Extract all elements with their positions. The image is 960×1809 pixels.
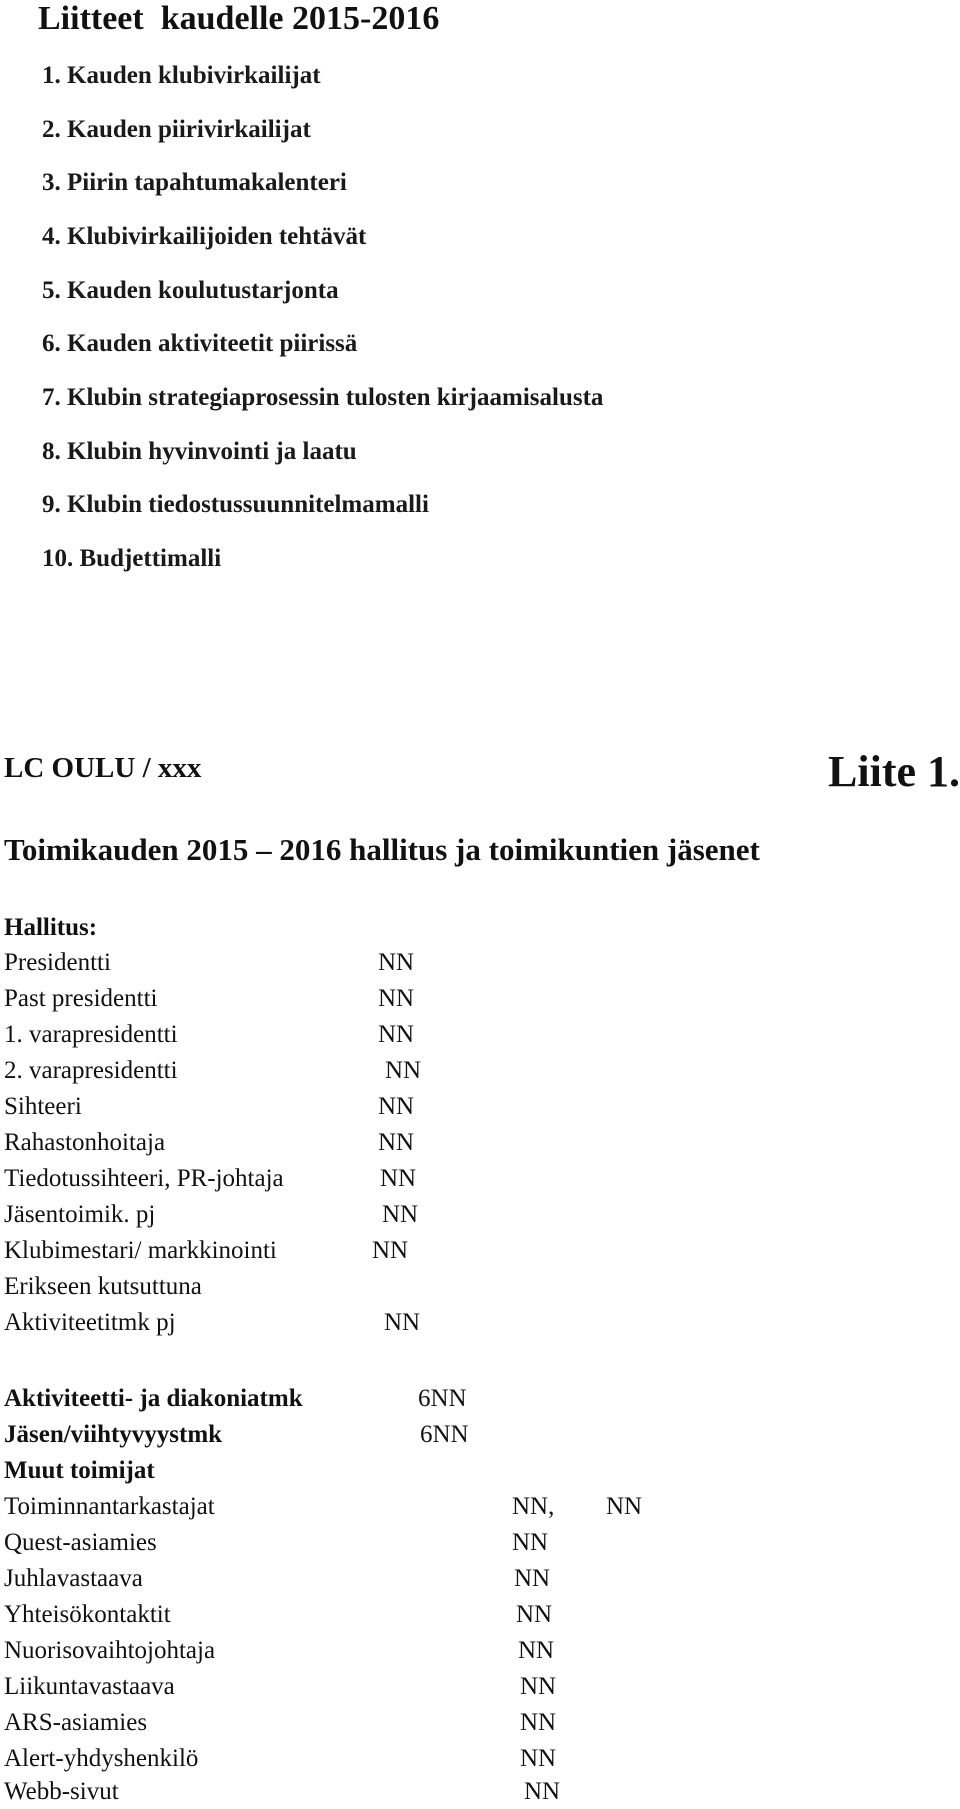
others-role: Alert-yhdyshenkilö — [4, 1745, 199, 1772]
board-name: NN — [378, 949, 415, 976]
list-item: 6. Kauden aktiviteetit piirissä — [42, 330, 358, 357]
list-item: 10. Budjettimalli — [42, 545, 222, 572]
board-role: Klubimestari/ markkinointi — [4, 1237, 277, 1264]
board-role: Rahastonhoitaja — [4, 1129, 166, 1156]
board-role: 1. varapresidentti — [4, 1021, 178, 1048]
page-title: Liitteet kaudelle 2015-2016 — [38, 0, 440, 37]
board-role: 2. varapresidentti — [4, 1057, 178, 1084]
board-role: Aktiviteetitmk pj — [4, 1309, 176, 1336]
list-item: 7. Klubin strategiaprosessin tulosten kirjaamisalusta — [42, 384, 604, 411]
others-name: NN — [518, 1637, 555, 1664]
committee-role: Aktiviteetti- ja diakoniatmk — [4, 1385, 303, 1412]
board-name: NN — [372, 1237, 409, 1264]
list-item: 4. Klubivirkailijoiden tehtävät — [42, 223, 367, 250]
committee-name: 6NN — [418, 1385, 467, 1412]
board-name: NN — [378, 1021, 415, 1048]
others-role: Webb-sivut — [4, 1778, 119, 1805]
board-role: Presidentti — [4, 949, 111, 976]
board-role: Erikseen kutsuttuna — [4, 1273, 202, 1300]
committee-role: Jäsen/viihtyvyystmk — [4, 1421, 223, 1448]
board-title: Hallitus: — [4, 914, 98, 941]
committee-name: 6NN — [420, 1421, 469, 1448]
section-heading: Toimikauden 2015 – 2016 hallitus ja toimikuntien jäsenet — [4, 832, 760, 867]
others-role: Juhlavastaava — [4, 1565, 143, 1592]
others-role: Toiminnantarkastajat — [4, 1493, 215, 1520]
list-item: 9. Klubin tiedostussuunnitelmamalli — [42, 491, 429, 518]
list-item: 5. Kauden koulutustarjonta — [42, 277, 339, 304]
others-role: Yhteisökontaktit — [4, 1601, 171, 1628]
board-name: NN — [384, 1309, 421, 1336]
others-role: Liikuntavastaava — [4, 1673, 175, 1700]
appendix-label: Liite 1. — [828, 747, 960, 796]
others-name: NN — [514, 1565, 551, 1592]
others-role: Quest-asiamies — [4, 1529, 157, 1556]
others-name: NN — [520, 1673, 557, 1700]
others-name: NN — [516, 1601, 553, 1628]
others-name-2: NN — [606, 1493, 643, 1520]
list-item: 8. Klubin hyvinvointi ja laatu — [42, 438, 357, 465]
board-role: Jäsentoimik. pj — [4, 1201, 156, 1228]
board-name: NN — [378, 985, 415, 1012]
others-name: NN — [524, 1778, 561, 1805]
board-name: NN — [378, 1129, 415, 1156]
board-role: Past presidentti — [4, 985, 158, 1012]
others-role: ARS-asiamies — [4, 1709, 148, 1736]
board-role: Sihteeri — [4, 1093, 82, 1120]
others-role: Nuorisovaihtojohtaja — [4, 1637, 216, 1664]
others-name: NN, — [512, 1493, 555, 1520]
board-role: Tiedotussihteeri, PR-johtaja — [4, 1165, 284, 1192]
club-label: LC OULU / xxx — [4, 752, 202, 784]
others-name: NN — [512, 1529, 549, 1556]
others-title: Muut toimijat — [4, 1457, 155, 1484]
list-item: 3. Piirin tapahtumakalenteri — [42, 169, 347, 196]
board-name: NN — [380, 1165, 417, 1192]
others-name: NN — [520, 1745, 557, 1772]
board-name: NN — [382, 1201, 419, 1228]
board-name: NN — [378, 1093, 415, 1120]
board-name: NN — [385, 1057, 422, 1084]
list-item: 1. Kauden klubivirkailijat — [42, 62, 321, 89]
others-name: NN — [520, 1709, 557, 1736]
list-item: 2. Kauden piirivirkailijat — [42, 116, 311, 143]
